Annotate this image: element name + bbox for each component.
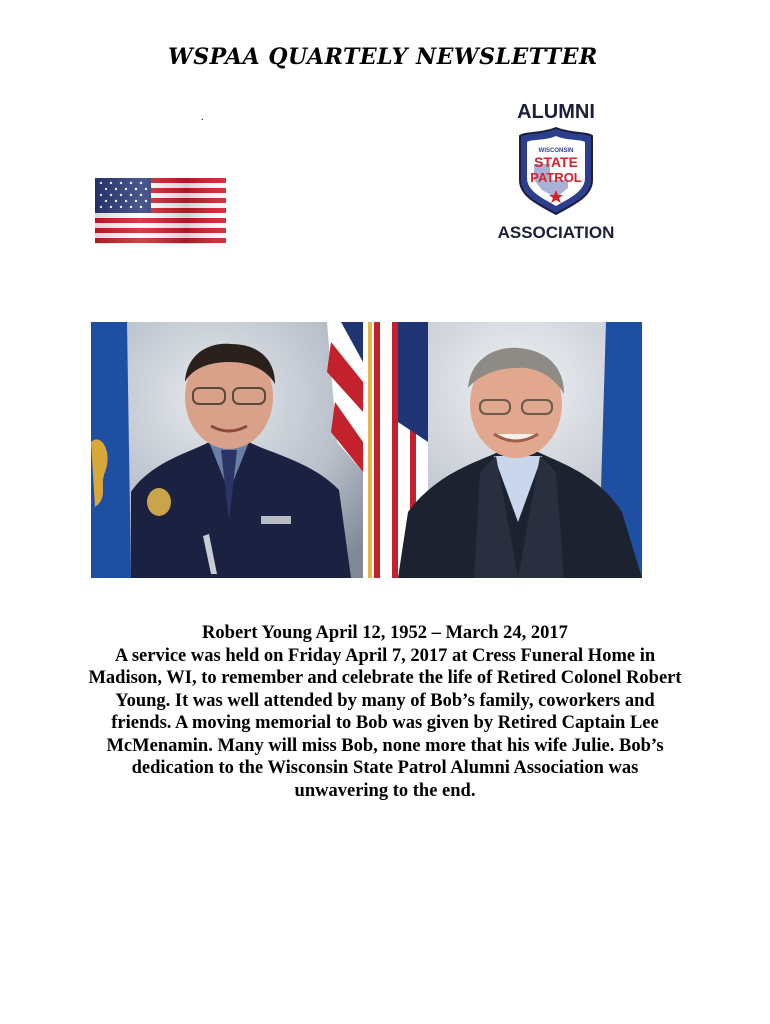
logo-association-text: ASSOCIATION (498, 223, 614, 242)
svg-text:WISCONSIN: WISCONSIN (538, 148, 574, 154)
memorial-caption (85, 622, 685, 802)
alumni-association-logo (498, 96, 614, 244)
newsletter-title: WSPAA QUARTELY NEWSLETTER (168, 44, 598, 70)
stray-dot: . (201, 112, 204, 123)
portrait-uniform-photo (91, 322, 363, 578)
caption-heading: Robert Young April 12, 1952 – March 24, 2017 (202, 623, 568, 643)
svg-text:PATROL: PATROL (530, 170, 582, 185)
shield-icon (520, 128, 592, 214)
us-flag-icon (95, 178, 226, 244)
portrait-suit-photo (368, 322, 642, 578)
logo-alumni-text: ALUMNI (517, 101, 595, 123)
caption-body: A service was held on Friday April 7, 2017 at Cress Funeral Home in Madison, WI, to remember and celebrate the life of Retired Colonel Robert Young. It was well attended by many of Bob’s family, coworkers and friends. A moving memorial to Bob was given by Retired Captain Lee McMenamin. Many will miss Bob, none more that his wife Julie. Bob’s dedication to the Wisconsin State Patrol Alumni Association was unwavering to the end. (88, 645, 682, 801)
svg-text:STATE: STATE (534, 154, 578, 170)
